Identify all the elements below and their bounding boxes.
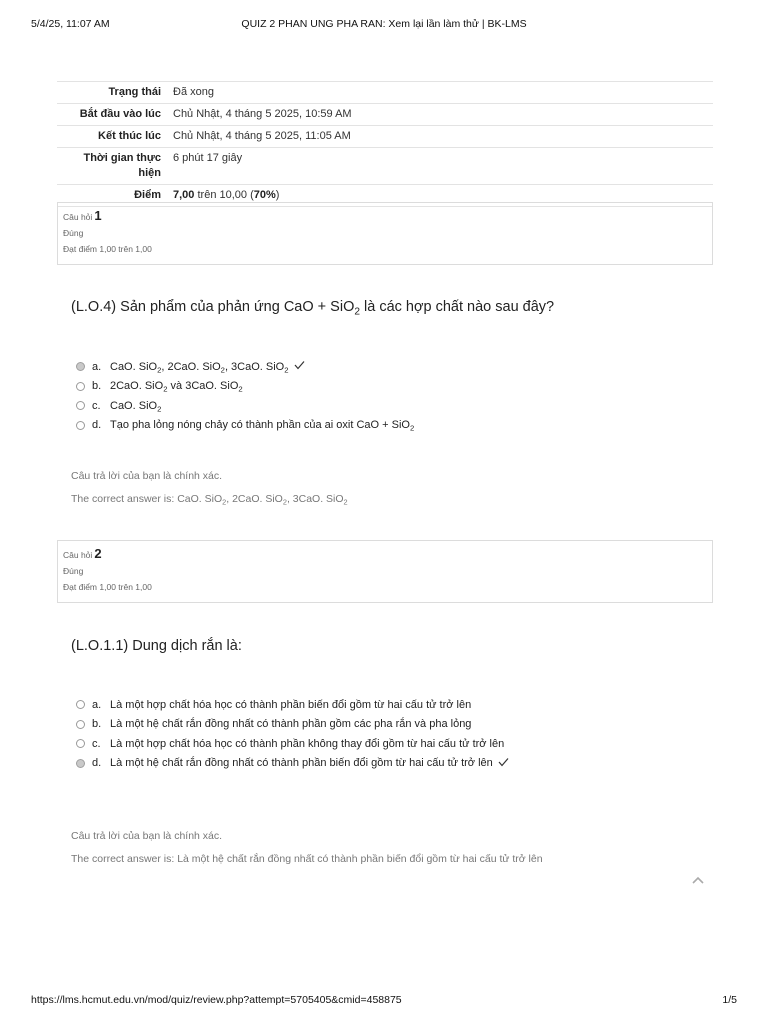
feedback-text: Câu trả lời của bạn là chính xác. <box>71 830 223 842</box>
answer-radio[interactable] <box>76 739 85 748</box>
chevron-up-icon[interactable] <box>689 872 707 890</box>
answer-text: Tạo pha lỏng nóng chảy có thành phần của ai oxit CaO + SiO$_2$ <box>110 419 415 433</box>
question-grade: Đạt điểm 1,00 trên 1,00 <box>63 244 152 254</box>
question-1-answers <box>76 357 414 435</box>
print-url: https://lms.hcmut.edu.vn/mod/quiz/review.php?attempt=5705405&cmid=458875 <box>31 994 402 1006</box>
question-1-info <box>57 202 713 265</box>
summary-row-completed <box>57 126 713 148</box>
grade-score: 7,00 <box>173 189 195 201</box>
answer-text: Là một hệ chất rắn đồng nhất có thành phần biến đổi gồm từ hai cấu tử trở lên <box>110 757 493 770</box>
answer-option-b[interactable] <box>76 377 414 397</box>
started-label: Bắt đầu vào lúc <box>57 104 167 126</box>
started-value: Chủ Nhật, 4 tháng 5 2025, 10:59 AM <box>167 104 713 126</box>
answer-letter: c. <box>92 399 101 412</box>
answer-option-c[interactable] <box>76 734 509 754</box>
answer-letter: a. <box>92 698 102 711</box>
answer-option-a[interactable] <box>76 695 509 715</box>
summary-row-state <box>57 82 713 104</box>
grade-value: 7,00 trên 10,00 (70%) <box>167 185 713 207</box>
answer-letter: d. <box>92 757 102 770</box>
answer-option-c[interactable] <box>76 396 414 416</box>
answer-text: 2CaO. SiO$_2$ và 3CaO. SiO$_2$ <box>110 380 243 394</box>
question-number: Câu hỏi 1 <box>63 208 102 223</box>
answer-option-b[interactable] <box>76 715 509 735</box>
answer-letter: b. <box>92 718 102 731</box>
answer-text: CaO. SiO$_2$ <box>110 399 162 414</box>
right-answer-text: The correct answer is: CaO. SiO$_2$, 2CaO. SiO$_2$, 3CaO. SiO$_2$ <box>71 493 348 507</box>
attempt-summary-table <box>57 81 713 207</box>
question-state: Đúng <box>63 566 84 576</box>
question-2-text: (L.O.1.1) Dung dịch rắn là: <box>71 638 242 654</box>
print-page-title: QUIZ 2 PHAN UNG PHA RAN: Xem lại lần làm thử | BK-LMS <box>241 18 527 30</box>
summary-row-started <box>57 104 713 126</box>
question-state: Đúng <box>63 228 84 238</box>
completed-value: Chủ Nhật, 4 tháng 5 2025, 11:05 AM <box>167 126 713 148</box>
completed-label: Kết thúc lúc <box>57 126 167 148</box>
grade-out-of: trên 10,00 <box>197 189 248 201</box>
answer-option-d[interactable] <box>76 416 414 436</box>
answer-option-a[interactable] <box>76 357 414 377</box>
grade-label: Điểm <box>57 185 167 207</box>
feedback-text: Câu trả lời của bạn là chính xác. <box>71 470 223 482</box>
answer-text: Là một hợp chất hóa học có thành phần không thay đổi gồm từ hai cấu tử trở lên <box>110 737 505 750</box>
question-1-feedback <box>71 470 348 516</box>
answer-radio[interactable] <box>76 362 85 371</box>
question-2-feedback <box>71 830 543 876</box>
answer-radio[interactable] <box>76 401 85 410</box>
print-date: 5/4/25, 11:07 AM <box>31 18 110 30</box>
checkmark-icon <box>294 360 305 373</box>
answer-text: CaO. SiO$_2$, 2CaO. SiO$_2$, 3CaO. SiO$_2$ <box>110 360 289 375</box>
grade-percent: 70% <box>253 189 276 201</box>
right-answer-text: The correct answer is: Là một hệ chất rắn đồng nhất có thành phần biến đổi gồm từ hai cấu tử trở lên <box>71 853 543 865</box>
answer-radio[interactable] <box>76 700 85 709</box>
time-taken-value: 6 phút 17 giây <box>167 148 713 185</box>
state-label: Trạng thái <box>57 82 167 104</box>
answer-letter: a. <box>92 360 102 373</box>
answer-letter: d. <box>92 419 102 432</box>
summary-row-time-taken <box>57 148 713 185</box>
question-number: Câu hỏi 2 <box>63 546 102 561</box>
question-1-text: (L.O.4) Sản phẩm của phản ứng CaO + SiO$_2$ là các hợp chất nào sau đây? <box>71 299 555 318</box>
answer-radio[interactable] <box>76 421 85 430</box>
answer-letter: c. <box>92 737 101 750</box>
print-page-number: 1/5 <box>722 994 737 1006</box>
question-grade: Đạt điểm 1,00 trên 1,00 <box>63 582 152 592</box>
answer-letter: b. <box>92 380 102 393</box>
print-header <box>31 18 737 32</box>
answer-text: Là một hệ chất rắn đồng nhất có thành phần gồm các pha rắn và pha lỏng <box>110 718 472 731</box>
answer-radio[interactable] <box>76 759 85 768</box>
question-2-info <box>57 540 713 603</box>
answer-radio[interactable] <box>76 382 85 391</box>
answer-option-d[interactable] <box>76 754 509 774</box>
print-footer <box>31 994 737 1008</box>
checkmark-icon <box>498 757 509 770</box>
question-2-answers <box>76 695 509 773</box>
answer-radio[interactable] <box>76 720 85 729</box>
state-value: Đã xong <box>167 82 713 104</box>
time-taken-label: Thời gian thực hiện <box>57 148 167 185</box>
answer-text: Là một hợp chất hóa học có thành phần biến đổi gồm từ hai cấu tử trở lên <box>110 698 472 711</box>
